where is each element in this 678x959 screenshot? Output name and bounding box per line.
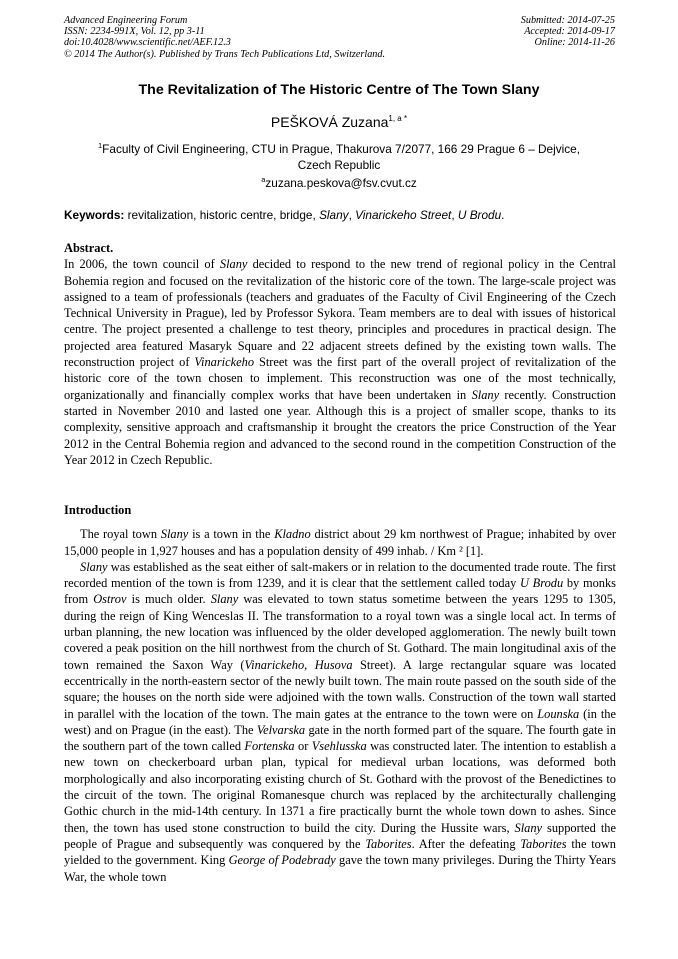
- affiliation-line-1: [64, 138, 614, 157]
- italic-run: U Brodu: [520, 576, 564, 591]
- author-email: [0, 175, 678, 190]
- keywords: [64, 208, 616, 222]
- author-marks: 1, a *: [388, 114, 408, 123]
- italic-run: George of Podebrady: [228, 853, 336, 868]
- italic-run: Taborites: [365, 836, 412, 851]
- journal-header-left: [64, 15, 385, 60]
- text-run: by monks from: [64, 576, 616, 607]
- italic-run: Vsehlusska: [311, 739, 367, 754]
- email-mark: a: [261, 175, 266, 184]
- affiliation-line-2: Czech Republic: [297, 158, 381, 172]
- italic-run: Vinarickeho: [194, 355, 255, 370]
- paper-title: The Revitalization of The Historic Centre of The Town Slany: [138, 82, 540, 98]
- text-run: Street was the first part of the overall project of revitalization of the historic core of the town chosen to implement. This reconstruction was one of the most technically, organizationally and financially complex works that have been undertaken in: [64, 355, 616, 402]
- submitted-date: Submitted: 2014-07-25: [520, 15, 615, 26]
- keyword-u-brodu: U Brodu: [457, 208, 502, 222]
- text-run: ,: [304, 657, 315, 672]
- text-run: was established as the seat either of salt-makers or in relation to the documented trade route. The first recorded mention of the town is from 1239, and it is clear that the settlement called today: [64, 559, 616, 591]
- italic-run: Slany: [80, 559, 108, 574]
- text-run: is a town in the: [188, 527, 275, 542]
- text-run: is much older.: [126, 592, 211, 607]
- abstract-heading: Abstract.: [64, 241, 114, 255]
- text-run: decided to respond to the new trend of regional policy in the Central Bohemia region and focused on the revitalization of the historic core of the town. The large-scale project was assigned to a team of professionals (teachers and graduates of the Faculty of Civil Engineering of the Czech Technical University in Prague), led by Professor Sykora. Team members are to deal with issues of historical centre. The project presented a challenge to test theory, principles and procedures in practical design. The projected area featured Masaryk Square and 22 adjacent streets defined by the existing town walls. The reconstruction project of: [64, 257, 616, 370]
- intro-paragraph-2: [64, 559, 616, 885]
- text-run: The royal town: [80, 527, 161, 542]
- issn-line: ISSN: 2234-991X, Vol. 12, pp 3-11: [64, 26, 205, 38]
- italic-run: Slany: [471, 387, 500, 402]
- text-run: district about 29 km northwest of Prague; inhabited by over 15,000 people in 1,927 houses and has a population density of 499 inhab. / Km ² [1].: [64, 527, 616, 558]
- affiliation-text: Faculty of Civil Engineering, CTU in Prague, Thakurova 7/2077, 166 29 Prague 6 – Dejvice,: [102, 142, 580, 156]
- email-address: zuzana.peskova@fsv.cvut.cz: [265, 176, 417, 190]
- keywords-label: Keywords:: [64, 208, 125, 222]
- text-run: . After the defeating: [411, 836, 521, 851]
- italic-run: Husova: [314, 657, 353, 672]
- text-run: or: [294, 739, 312, 754]
- keywords-end: .: [501, 208, 505, 222]
- keywords-sep: ,: [348, 208, 356, 222]
- text-run: recently. Construction started in November 2010 and lasted one year. Although this is a project of smaller scope, thanks to its complexity, sensitive approach and craftsmanship it brought the creators the price Construction of the Year 2012 in the Central Bohemia region and advanced to the second round in the competition Construction of the Year 2012 in Czech Republic.: [64, 387, 616, 467]
- abstract-text: [64, 256, 616, 468]
- online-date: Online: 2014-11-26: [534, 37, 615, 49]
- doi-line: doi:10.4028/www.scientific.net/AEF.12.3: [64, 37, 231, 49]
- introduction-section: [64, 502, 616, 885]
- text-run: gate in the north formed part of the square. The fourth gate in the southern part of the town called: [64, 722, 616, 754]
- keyword-slany: Slany: [319, 208, 349, 222]
- abstract-section: [64, 240, 616, 468]
- intro-paragraph-1: [64, 526, 616, 559]
- italic-run: Slany: [514, 820, 543, 835]
- text-run: was constructed later. The intention to establish a new town on checkerboard urban plan, typical for medieval urban locations, was deformed both morphologically and also incorporating existing church of St. Gothard with the provost of the Benedictines to the circuit of the town. The original Romanesque church was replaced by the architecturally challenging Gothic church in the mid-14th century. In 1371 a fire practically burnt the whole town down to ashes. Since then, the town has used stone construction to build the city. During the Hussite wars,: [64, 739, 616, 835]
- keywords-plain: revitalization, historic centre, bridge,: [124, 208, 320, 222]
- author-name: PEŠKOVÁ Zuzana: [270, 114, 389, 130]
- italic-run: Vinarickeho: [244, 657, 305, 672]
- text-run: Street). A large rectangular square was located eccentrically in the north-eastern sector of the newly built town. The main route passed on the south side of the square; the houses on the north side were adjoined with the town walls. Construction of the town wall started in parallel with the location of the town. The main gates at the entrance to the town were on: [64, 657, 617, 721]
- italic-run: Slany: [210, 592, 239, 607]
- text-run: (in the west) and on Prague (in the east). The: [64, 706, 616, 737]
- keyword-vinarickeho-street: Vinarickeho Street: [355, 208, 452, 222]
- affiliation: [64, 138, 614, 173]
- text-run: In 2006, the town council of: [64, 257, 220, 272]
- introduction-heading: Introduction: [64, 503, 132, 517]
- italic-run: Kladno: [274, 527, 311, 542]
- author-line: [0, 114, 678, 130]
- keywords-sep: ,: [451, 208, 458, 222]
- italic-run: Ostrov: [93, 592, 127, 607]
- text-run: the town yielded to the government. King: [64, 836, 616, 868]
- italic-run: Slany: [160, 527, 189, 542]
- journal-header-right: [521, 15, 615, 49]
- text-run: was elevated to town status sometime between the years 1295 to 1305, during the reign of King Wenceslas II. The transformation to a royal town was a single local act. In terms of urban planning, the new location was influenced by the older developed agglomeration. The newly built town covered a peak position on the hill northwest from the church of St. Gothard. The main longitudinal axis of the town remained the Saxon Way (: [64, 592, 616, 672]
- italic-run: Velvarska: [256, 722, 306, 737]
- italic-run: Slany: [219, 257, 248, 272]
- text-run: gave the town many privileges. During the Thirty Years War, the whole town: [64, 853, 617, 884]
- text-run: supported the people of Prague and subsequently was conquered by the: [64, 820, 616, 851]
- italic-run: Taborites: [520, 836, 567, 851]
- journal-name: Advanced Engineering Forum: [64, 15, 188, 26]
- italic-run: Fortenska: [244, 739, 295, 754]
- accepted-date: Accepted: 2014-09-17: [524, 26, 615, 38]
- italic-run: Lounska: [537, 706, 580, 721]
- copyright-line: © 2014 The Author(s). Published by Trans Tech Publications Ltd, Switzerland.: [64, 48, 386, 60]
- affiliation-mark: 1: [98, 141, 103, 150]
